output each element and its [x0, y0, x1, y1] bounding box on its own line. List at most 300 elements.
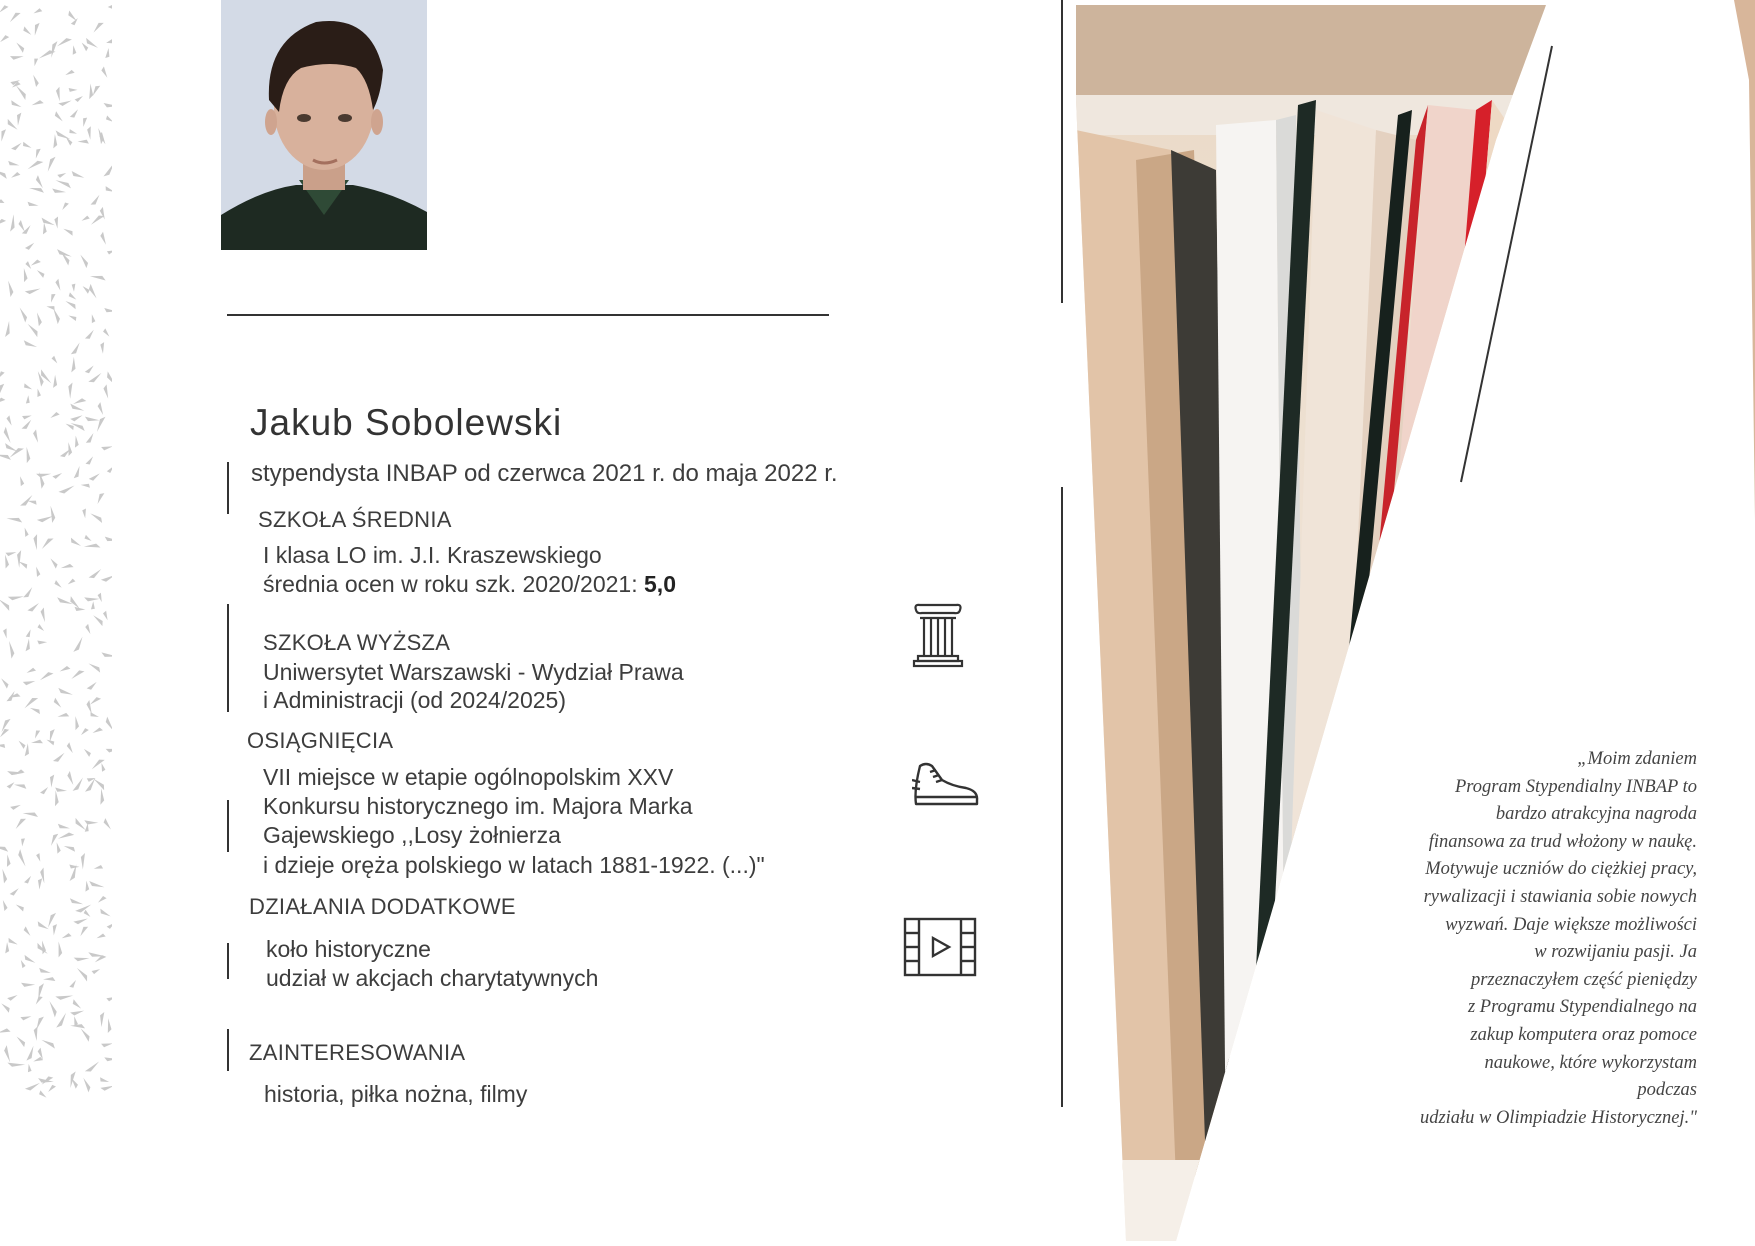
- leaf-shape: [106, 996, 112, 1001]
- leaf-shape: [20, 981, 35, 990]
- leaf-shape: [24, 629, 34, 639]
- leaf-shape: [47, 832, 60, 846]
- leaf-shape: [49, 1000, 57, 1018]
- leaf-shape: [83, 595, 99, 603]
- leaf-shape: [1, 1001, 11, 1014]
- leaf-shape: [106, 466, 112, 474]
- leaf-shape: [97, 1011, 107, 1027]
- leaf-shape: [57, 942, 64, 958]
- university-faculty: i Administracji (od 2024/2025): [263, 687, 566, 713]
- leaf-shape: [24, 395, 32, 405]
- leaf-shape: [55, 1013, 70, 1030]
- leaf-shape: [79, 727, 89, 735]
- leaf-shape: [73, 398, 87, 404]
- leaf-shape: [39, 787, 50, 795]
- leaf-shape: [72, 637, 87, 654]
- leaf-shape: [86, 700, 92, 714]
- leaf-shape: [31, 738, 44, 745]
- achievement-line: VII miejsce w etapie ogólnopolskim XXV: [263, 764, 674, 790]
- leaf-shape: [83, 818, 98, 827]
- leaf-shape: [30, 21, 41, 35]
- leaf-shape: [57, 832, 74, 839]
- leaf-shape: [14, 780, 28, 791]
- leaf-shape: [59, 666, 70, 672]
- leaf-shape: [71, 778, 86, 793]
- leaf-shape: [68, 980, 78, 989]
- leaf-shape: [104, 535, 112, 545]
- film-play-icon: [903, 917, 977, 977]
- leaf-shape: [105, 747, 112, 754]
- activity-item: udział w akcjach charytatywnych: [266, 965, 599, 991]
- leaf-shape: [84, 365, 96, 374]
- leaf-shape: [81, 216, 89, 221]
- leaf-shape: [0, 596, 12, 612]
- leaf-shape: [100, 232, 106, 246]
- leaf-shape: [69, 342, 83, 356]
- leaf-shape: [73, 817, 86, 833]
- leaf-pattern: [0, 0, 112, 1241]
- leaf-shape: [33, 1015, 46, 1030]
- leaf-shape: [41, 1036, 56, 1050]
- leaf-shape: [23, 876, 34, 885]
- activity-item: koło historyczne: [266, 936, 431, 962]
- leaf-shape: [44, 155, 58, 172]
- leaf-shape: [7, 159, 20, 169]
- leaf-shape: [7, 769, 26, 777]
- quote-line: naukowe, które wykorzystam: [1484, 1052, 1697, 1073]
- leaf-shape: [29, 183, 45, 194]
- leaf-shape: [84, 456, 95, 466]
- leaf-shape: [72, 466, 84, 480]
- leaf-shape: [83, 909, 91, 919]
- leaf-shape: [90, 510, 104, 524]
- leaf-shape: [57, 686, 73, 699]
- leaf-shape: [68, 128, 77, 137]
- leaf-shape: [103, 1055, 112, 1063]
- leaf-shape: [98, 128, 104, 144]
- leaf-shape: [104, 185, 112, 196]
- leaf-shape: [103, 101, 112, 111]
- leaf-shape: [37, 268, 46, 279]
- leaf-shape: [88, 473, 101, 481]
- quote-line: rywalizacji i stawiania sobie nowych: [1423, 886, 1697, 907]
- leaf-shape: [53, 579, 61, 590]
- accent-bar: [227, 462, 229, 514]
- leaf-shape: [66, 421, 76, 432]
- leaf-shape: [26, 668, 36, 673]
- leaf-shape: [36, 920, 49, 933]
- leaf-shape: [55, 176, 72, 190]
- leaf-shape: [36, 472, 51, 479]
- leaf-shape: [73, 436, 81, 449]
- leaf-shape: [11, 172, 21, 178]
- leaf-shape: [21, 140, 31, 151]
- leaf-shape: [22, 339, 37, 351]
- leaf-shape: [100, 1086, 112, 1091]
- leaf-shape: [37, 516, 54, 523]
- leaf-shape: [77, 925, 89, 937]
- leaf-shape: [85, 624, 90, 634]
- leaf-shape: [33, 995, 44, 1005]
- quote-line: w rozwijaniu pasji. Ja: [1534, 942, 1697, 963]
- leaf-shape: [36, 639, 47, 647]
- leaf-shape: [84, 1061, 101, 1073]
- leaf-shape: [5, 118, 17, 133]
- leaf-shape: [88, 660, 102, 674]
- leaf-shape: [23, 528, 29, 538]
- leaf-shape: [20, 1015, 31, 1021]
- leaf-shape: [35, 175, 43, 189]
- leaf-shape: [71, 45, 78, 55]
- leaf-shape: [97, 402, 103, 415]
- leaf-shape: [88, 711, 99, 721]
- leaf-shape: [22, 382, 32, 393]
- leaf-shape: [94, 864, 104, 871]
- leaf-shape: [107, 249, 112, 255]
- leaf-shape: [26, 200, 38, 210]
- leaf-shape: [0, 1028, 11, 1034]
- leaf-shape: [20, 306, 29, 323]
- leaf-shape: [67, 291, 76, 302]
- leaf-shape: [5, 854, 12, 867]
- leaf-shape: [46, 302, 56, 311]
- leaf-shape: [102, 162, 112, 178]
- leaf-shape: [25, 1046, 38, 1063]
- leaf-shape: [89, 601, 97, 611]
- leaf-shape: [23, 809, 39, 819]
- leaf-shape: [58, 712, 70, 719]
- grade-label: średnia ocen w roku szk. 2020/2021:: [263, 571, 645, 597]
- leaf-shape: [69, 669, 85, 679]
- leaf-shape: [74, 716, 81, 730]
- leaf-shape: [51, 187, 66, 197]
- leaf-shape: [0, 370, 6, 379]
- leaf-shape: [68, 897, 83, 909]
- leaf-shape: [33, 8, 42, 13]
- leaf-shape: [7, 1061, 26, 1070]
- leaf-shape: [90, 272, 107, 283]
- achievement-line: Gajewskiego ,,Losy żołnierza: [263, 822, 561, 848]
- leaf-shape: [47, 40, 59, 58]
- leaf-shape: [83, 1077, 91, 1093]
- leaf-shape: [88, 569, 104, 580]
- leaf-shape: [19, 739, 27, 750]
- leaf-shape: [67, 442, 74, 456]
- leaf-shape: [6, 514, 23, 525]
- leaf-shape: [70, 1021, 86, 1030]
- leaf-shape: [38, 1089, 47, 1099]
- leaf-shape: [26, 1064, 33, 1073]
- leaf-shape: [2, 900, 7, 911]
- leaf-shape: [40, 607, 46, 622]
- leaf-shape: [81, 1026, 92, 1042]
- section-heading-activities: DZIAŁANIA DODATKOWE: [249, 894, 516, 919]
- leaf-shape: [70, 1010, 84, 1015]
- leaf-shape: [2, 869, 7, 884]
- leaf-shape: [22, 587, 35, 600]
- leaf-shape: [25, 288, 41, 294]
- leaf-shape: [47, 773, 56, 787]
- leaf-shape: [35, 567, 41, 578]
- leaf-shape: [53, 216, 60, 229]
- leaf-shape: [20, 420, 34, 432]
- leaf-shape: [83, 823, 92, 833]
- leaf-shape: [67, 771, 74, 786]
- leaf-shape: [58, 485, 76, 494]
- leaf-shape: [55, 995, 73, 1001]
- achievement-line: Konkursu historycznego im. Majora Marka: [263, 793, 693, 819]
- quote-line: „Moim zdaniem: [1577, 749, 1697, 769]
- scholar-quote: [1377, 746, 1697, 1132]
- high-school-class: I klasa LO im. J.I. Kraszewskiego: [263, 542, 602, 568]
- leaf-shape: [35, 853, 41, 862]
- leaf-shape: [37, 623, 44, 632]
- leaf-shape: [0, 197, 5, 205]
- leaf-shape: [22, 25, 32, 37]
- leaf-shape: [31, 57, 40, 66]
- leaf-shape: [2, 628, 9, 639]
- section-heading-achievements: OSIĄGNIĘCIA: [247, 728, 394, 753]
- leaf-shape: [86, 682, 99, 691]
- leaf-shape: [31, 729, 41, 739]
- leaf-shape: [9, 99, 21, 111]
- leaf-shape: [6, 415, 11, 425]
- quote-line: przeznaczyłem część pieniędzy: [1470, 969, 1697, 990]
- leaf-shape: [38, 966, 51, 977]
- leaf-shape: [88, 283, 97, 299]
- leaf-shape: [16, 902, 26, 913]
- interests-list: historia, piłka nożna, filmy: [264, 1081, 528, 1107]
- leaf-shape: [53, 307, 61, 324]
- leaf-shape: [1, 677, 10, 690]
- quote-line: finansowa za trud włożony w naukę.: [1428, 831, 1697, 852]
- leaf-shape: [16, 41, 25, 54]
- leaf-shape: [101, 445, 112, 451]
- leaf-shape: [97, 933, 106, 938]
- leaf-shape: [69, 282, 77, 291]
- leaf-shape: [84, 433, 96, 445]
- section-heading-high-school: SZKOŁA ŚREDNIA: [258, 507, 452, 532]
- leaf-shape: [19, 558, 29, 569]
- leaf-shape: [52, 753, 67, 764]
- student-photo: [221, 0, 427, 250]
- leaf-shape: [84, 542, 101, 550]
- leaf-shape: [79, 116, 89, 127]
- accent-bar: [227, 800, 229, 852]
- leaf-shape: [78, 852, 87, 869]
- leaf-shape: [88, 879, 105, 891]
- leaf-shape: [70, 169, 84, 181]
- leaf-shape: [6, 936, 17, 948]
- leaf-shape: [92, 727, 103, 733]
- column-icon: [912, 602, 964, 668]
- quote-line: z Programu Stypendialnego na: [1467, 997, 1697, 1018]
- leaf-shape: [23, 926, 31, 937]
- section-heading-interests: ZAINTERESOWANIA: [249, 1040, 466, 1065]
- leaf-shape: [25, 447, 32, 464]
- quote-line: wyzwań. Daje większe możliwości: [1445, 914, 1697, 935]
- leaf-shape: [0, 34, 10, 42]
- leaf-shape: [56, 822, 70, 833]
- leaf-shape: [10, 805, 21, 810]
- leaf-shape: [8, 595, 24, 602]
- leaf-shape: [60, 201, 70, 210]
- leaf-shape: [104, 48, 112, 59]
- leaf-shape: [98, 341, 106, 353]
- leaf-shape: [104, 716, 112, 733]
- leaf-shape: [98, 788, 106, 805]
- leaf-shape: [73, 956, 89, 963]
- accent-bar: [227, 943, 229, 979]
- leaf-shape: [16, 83, 28, 101]
- leaf-shape: [77, 965, 90, 982]
- leaf-shape: [85, 126, 92, 140]
- leaf-shape: [70, 415, 83, 422]
- leaf-shape: [74, 96, 83, 102]
- leaf-shape: [22, 268, 29, 282]
- leaf-shape: [0, 218, 7, 226]
- leaf-shape: [93, 613, 105, 628]
- leaf-shape: [41, 222, 49, 235]
- achievement-line: i dzieje oręża polskiego w latach 1881-1922. (...)": [263, 852, 765, 878]
- leaf-shape: [51, 355, 57, 364]
- leaf-shape: [49, 923, 58, 936]
- leaf-shape: [25, 261, 31, 270]
- leaf-shape: [32, 100, 44, 105]
- leaf-shape: [22, 414, 32, 420]
- leaf-shape: [33, 429, 38, 442]
- leaf-shape: [61, 563, 74, 569]
- leaf-shape: [24, 243, 35, 251]
- leaf-shape: [23, 680, 36, 686]
- leaf-shape: [38, 671, 54, 681]
- grade-value: 5,0: [644, 571, 676, 597]
- leaf-shape: [103, 611, 109, 621]
- leaf-shape: [13, 111, 23, 125]
- accent-bar: [227, 604, 229, 712]
- leaf-shape: [66, 742, 73, 754]
- leaf-shape: [28, 321, 40, 338]
- leaf-shape: [0, 397, 6, 404]
- leaf-shape: [58, 100, 72, 106]
- leaf-shape: [26, 159, 44, 169]
- leaf-shape: [40, 216, 55, 229]
- leaf-shape: [39, 536, 55, 549]
- leaf-shape: [51, 375, 60, 389]
- leaf-shape: [90, 314, 97, 323]
- leaf-shape: [43, 975, 56, 983]
- leaf-shape: [9, 641, 14, 659]
- leaf-shape: [80, 253, 89, 268]
- leaf-shape: [13, 816, 28, 829]
- leaf-shape: [103, 306, 112, 316]
- quote-line: podczas: [1637, 1080, 1697, 1101]
- leaf-shape: [103, 384, 108, 398]
- leaf-shape: [101, 66, 107, 78]
- high-school-grade-line: [263, 571, 676, 598]
- leaf-shape: [100, 575, 112, 583]
- leaf-shape: [52, 473, 63, 479]
- leaf-shape: [0, 382, 6, 396]
- leaf-shape: [68, 312, 78, 322]
- leaf-shape: [68, 863, 79, 872]
- quote-line: Program Stypendialny INBAP to: [1454, 776, 1697, 797]
- leaf-shape: [53, 790, 60, 807]
- leaf-shape: [83, 534, 91, 544]
- leaf-shape: [57, 173, 66, 178]
- leaf-shape: [5, 551, 16, 557]
- leaf-shape: [3, 321, 14, 338]
- leaf-shape: [75, 905, 93, 914]
- leaf-shape: [32, 534, 39, 550]
- leaf-shape: [10, 143, 23, 152]
- leaf-shape: [97, 895, 107, 902]
- leaf-shape: [84, 415, 100, 425]
- leaf-shape: [50, 557, 58, 569]
- leaf-shape: [0, 727, 10, 737]
- leaf-shape: [24, 1083, 41, 1092]
- leaf-shape: [46, 1084, 57, 1092]
- leaf-shape: [102, 328, 109, 338]
- leaf-shape: [100, 651, 112, 662]
- leaf-shape: [3, 426, 11, 443]
- leaf-shape: [103, 817, 111, 830]
- quote-line: Motywuje uczniów do ciężkiej pracy,: [1425, 859, 1697, 880]
- leaf-shape: [27, 603, 41, 613]
- leaf-shape: [69, 109, 81, 119]
- leaf-shape: [55, 279, 60, 291]
- leaf-shape: [52, 697, 61, 709]
- leaf-shape: [50, 412, 60, 418]
- leaf-shape: [8, 281, 13, 297]
- leaf-shape: [56, 595, 73, 608]
- leaf-shape: [51, 134, 59, 149]
- leaf-shape: [33, 74, 39, 87]
- leaf-shape: [0, 4, 9, 12]
- leaf-shape: [69, 357, 78, 373]
- leaf-shape: [3, 942, 11, 954]
- leaf-shape: [35, 942, 48, 957]
- leaf-shape: [0, 450, 12, 462]
- student-name: Jakub Sobolewski: [250, 402, 563, 443]
- leaf-shape: [0, 166, 9, 180]
- divider-line: [227, 314, 829, 316]
- leaf-shape: [84, 747, 92, 757]
- leaf-shape: [17, 1034, 27, 1048]
- leaf-shape: [37, 312, 42, 326]
- leaf-shape: [88, 696, 101, 705]
- sneaker-icon: [912, 760, 980, 810]
- leaf-shape: [55, 248, 71, 261]
- leaf-shape: [24, 639, 34, 653]
- leaf-shape: [67, 578, 76, 584]
- leaf-shape: [64, 842, 77, 853]
- leaf-shape: [8, 214, 18, 232]
- leaf-shape: [93, 776, 106, 792]
- leaf-shape: [93, 415, 107, 432]
- leaf-shape: [55, 86, 62, 101]
- scholarship-period: stypendysta INBAP od czerwca 2021 r. do maja 2022 r.: [251, 460, 838, 487]
- leaf-shape: [17, 849, 25, 868]
- leaf-shape: [73, 605, 85, 614]
- leaf-shape: [30, 259, 41, 266]
- leaf-shape: [55, 37, 72, 47]
- quote-line: udziału w Olimpiadzie Historycznej.": [1419, 1107, 1697, 1128]
- leaf-shape: [78, 137, 90, 146]
- leaf-shape: [7, 995, 18, 1001]
- leaf-shape: [32, 147, 42, 159]
- leaf-shape: [87, 373, 103, 385]
